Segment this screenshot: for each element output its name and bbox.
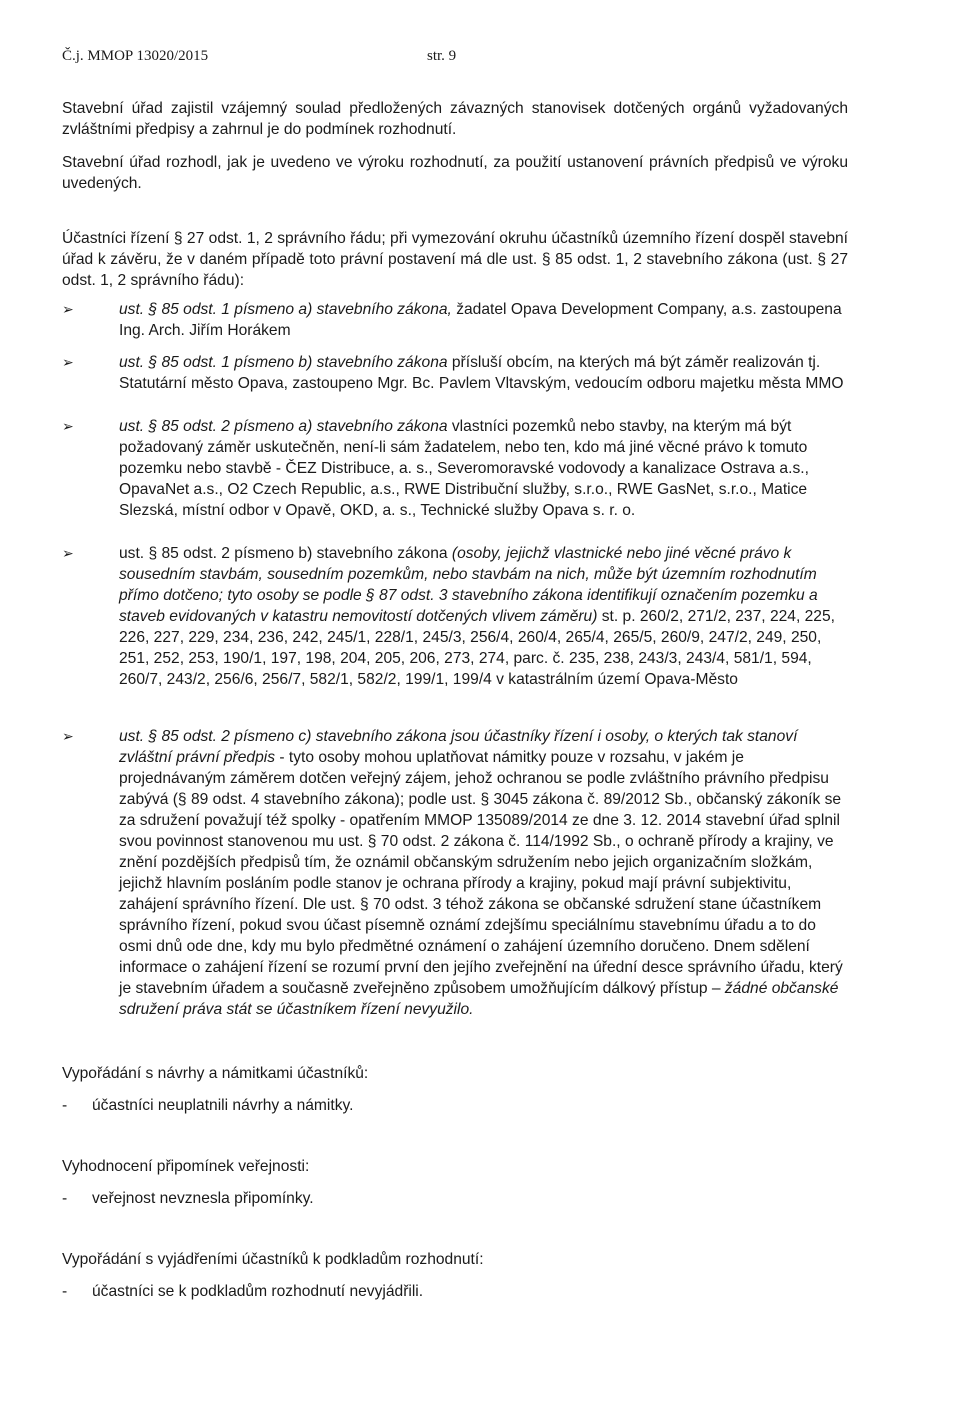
section-item-text: účastníci neuplatnili návrhy a námitky. xyxy=(92,1097,354,1114)
section-heading: Vypořádání s návrhy a námitkami účastníků: xyxy=(62,1065,369,1082)
section-item xyxy=(62,1188,848,1209)
section-heading: Vypořádání s vyjádřeními účastníků k podkladům rozhodnutí: xyxy=(62,1251,484,1268)
page-number: str. 9 xyxy=(427,48,457,64)
section-item xyxy=(62,1281,848,1302)
arrow-bullet-icon: ➢ xyxy=(62,545,74,561)
dash-bullet-icon: - xyxy=(62,1097,68,1114)
paragraph-2: Stavební úřad rozhodl, jak je uvedeno ve výroku rozhodnutí, za použití ustanovení právních předpisů ve výroku uvedených. xyxy=(62,154,848,192)
list-item-italic: ust. § 85 odst. 2 písmeno a) stavebního zákona xyxy=(119,418,448,435)
list-item xyxy=(62,299,848,341)
paragraph-1: Stavební úřad zajistil vzájemný soulad předložených závazných stanovisek dotčených orgánů vyžadovaných zvláštními předpisy a zahrnul je do podmínek rozhodnutí. xyxy=(62,100,848,138)
list-item xyxy=(62,543,848,690)
paragraph-3: Účastníci řízení § 27 odst. 1, 2 správního řádu; při vymezování okruhu účastníků územního řízení dospěl stavební úřad k závěru, že v daném případě toto právní postavení má dle ust. § 85 odst. 1, 2 stavebního zákona (ust. § 27 odst. 1, 2 správního řádu): xyxy=(62,230,848,289)
list-item-italic: ust. § 85 odst. 2 písmeno c) stavebního zákona jsou účastníky řízení i osoby, o kterých tak stanoví zvláštní právní předpis xyxy=(119,728,798,766)
section xyxy=(62,1156,848,1209)
list-item xyxy=(62,726,848,1020)
section xyxy=(62,1249,848,1302)
section-heading: Vyhodnocení připomínek veřejnosti: xyxy=(62,1158,310,1175)
list-item-italic: ust. § 85 odst. 1 písmeno b) stavebního zákona xyxy=(119,354,448,371)
list-item-italic: (osoby, jejichž vlastnické nebo jiné věcné právo k sousedním stavbám, sousedním pozemkům, nebo stavbám na nich, může být územním rozhodnutím přímo dotčeno; tyto osoby se podle § 87 odst. 3 stavebního zákona identifikují označením pozemku a staveb evidovaných v katastru nemovitostí dotčených vlivem záměru) xyxy=(119,545,818,625)
dash-bullet-icon: - xyxy=(62,1283,68,1300)
list-item xyxy=(62,352,848,394)
participant-list xyxy=(62,299,848,1020)
reference-number: Č.j. MMOP 13020/2015 xyxy=(62,48,209,64)
list-item-tail: žádné občanské sdružení práva stát se účastníkem řízení nevyužilo. xyxy=(119,980,839,1018)
list-item-text: vlastníci pozemků nebo stavby, na kterým má být požadovaný záměr uskutečněn, není-li sám žadatelem, nebo ten, kdo má jiné věcné právo k tomuto pozemku nebo stavbě - ČEZ Distribuce, a. s., Severomoravské vodovody a kanalizace Ostrava a.s., OpavaNet a.s., O2 Czech Republic, a.s., RWE Distribuční služby, s.r.o., RWE GasNet, s.r.o., Matice Slezská, místní odbor v Opavě, OKD, a. s., Technické služby Opava s. r. o. xyxy=(119,418,809,519)
list-item xyxy=(62,416,848,521)
arrow-bullet-icon: ➢ xyxy=(62,354,74,370)
list-item-text: st. p. 260/2, 271/2, 237, 224, 225, 226, 227, 229, 234, 236, 242, 245/1, 228/1, 245/3, 256/4, 260/4, 265/4, 265/5, 260/9, 247/2, 249, 250, 251, 252, 253, 190/1, 197, 198, 204, 205, 206, 273, 274, parc. č. 235, 238, 243/3, 243/4, 581/1, 594, 260/7, 243/2, 256/6, 256/7, 582/1, 582/2, 199/1, 199/4 v katastrálním území Opava-Město xyxy=(119,608,835,688)
section xyxy=(62,1063,848,1116)
list-item-text: žadatel Opava Development Company, a.s. zastoupena Ing. Arch. Jiřím Horákem xyxy=(119,301,842,339)
list-item-lead: ust. § 85 odst. 2 písmeno b) stavebního zákona xyxy=(119,545,452,562)
list-item-text: - tyto osoby mohou uplatňovat námitky pouze v rozsahu, v jakém je projednávaným záměrem dotčen veřejný zájem, jehož ochranou se podle zvláštního právního předpisu zabývá (§ 89 odst. 4 stavebního zákona); podle ust. § 3045 zákona č. 89/2012 Sb., občanský zákoník se za sdružení považují též spolky - opatřením MMOP 135089/2014 ze dne 3. 12. 2014 stavební úřad splnil svou povinnost stanovenou mu ust. § 70 odst. 2 zákona č. 114/1992 Sb., o ochraně přírody a krajiny, ve znění pozdějších předpisů tím, že oznámil občanským sdružením nebo jejich organizačním složkám, jejichž hlavním posláním podle stanov je ochrana přírody a krajiny, pokud mají právní subjektivitu, zahájení správního řízení. Dle ust. § 70 odst. 3 téhož zákona se občanské sdružení stane účastníkem správního řízení, pokud svou účast písemně oznámí zdejšímu speciálnímu stavebnímu úřadu a to do osmi dnů ode dne, kdy mu bylo předmětné oznámení o zahájení územního doručeno. Dnem sdělení informace o zahájení řízení se rozumí první den jejího zveřejnění na úřední desce správního úřadu, který je stavebním úřadem a současně zveřejněno způsobem umožňujícím dálkový přístup – xyxy=(119,749,843,997)
document-body xyxy=(62,98,848,1302)
dash-bullet-icon: - xyxy=(62,1190,68,1207)
list-item-italic: ust. § 85 odst. 1 písmeno a) stavebního zákona, xyxy=(119,301,452,318)
section-item xyxy=(62,1095,848,1116)
section-item-text: účastníci se k podkladům rozhodnutí nevyjádřili. xyxy=(92,1283,424,1300)
list-item-text: přísluší obcím, na kterých má být záměr realizován tj. Statutární město Opava, zastoupeno Mgr. Bc. Pavlem Vltavským, vedoucím odboru majetku města MMO xyxy=(119,354,844,392)
arrow-bullet-icon: ➢ xyxy=(62,728,74,744)
section-item-text: veřejnost nevznesla připomínky. xyxy=(92,1190,314,1207)
arrow-bullet-icon: ➢ xyxy=(62,301,74,317)
arrow-bullet-icon: ➢ xyxy=(62,418,74,434)
